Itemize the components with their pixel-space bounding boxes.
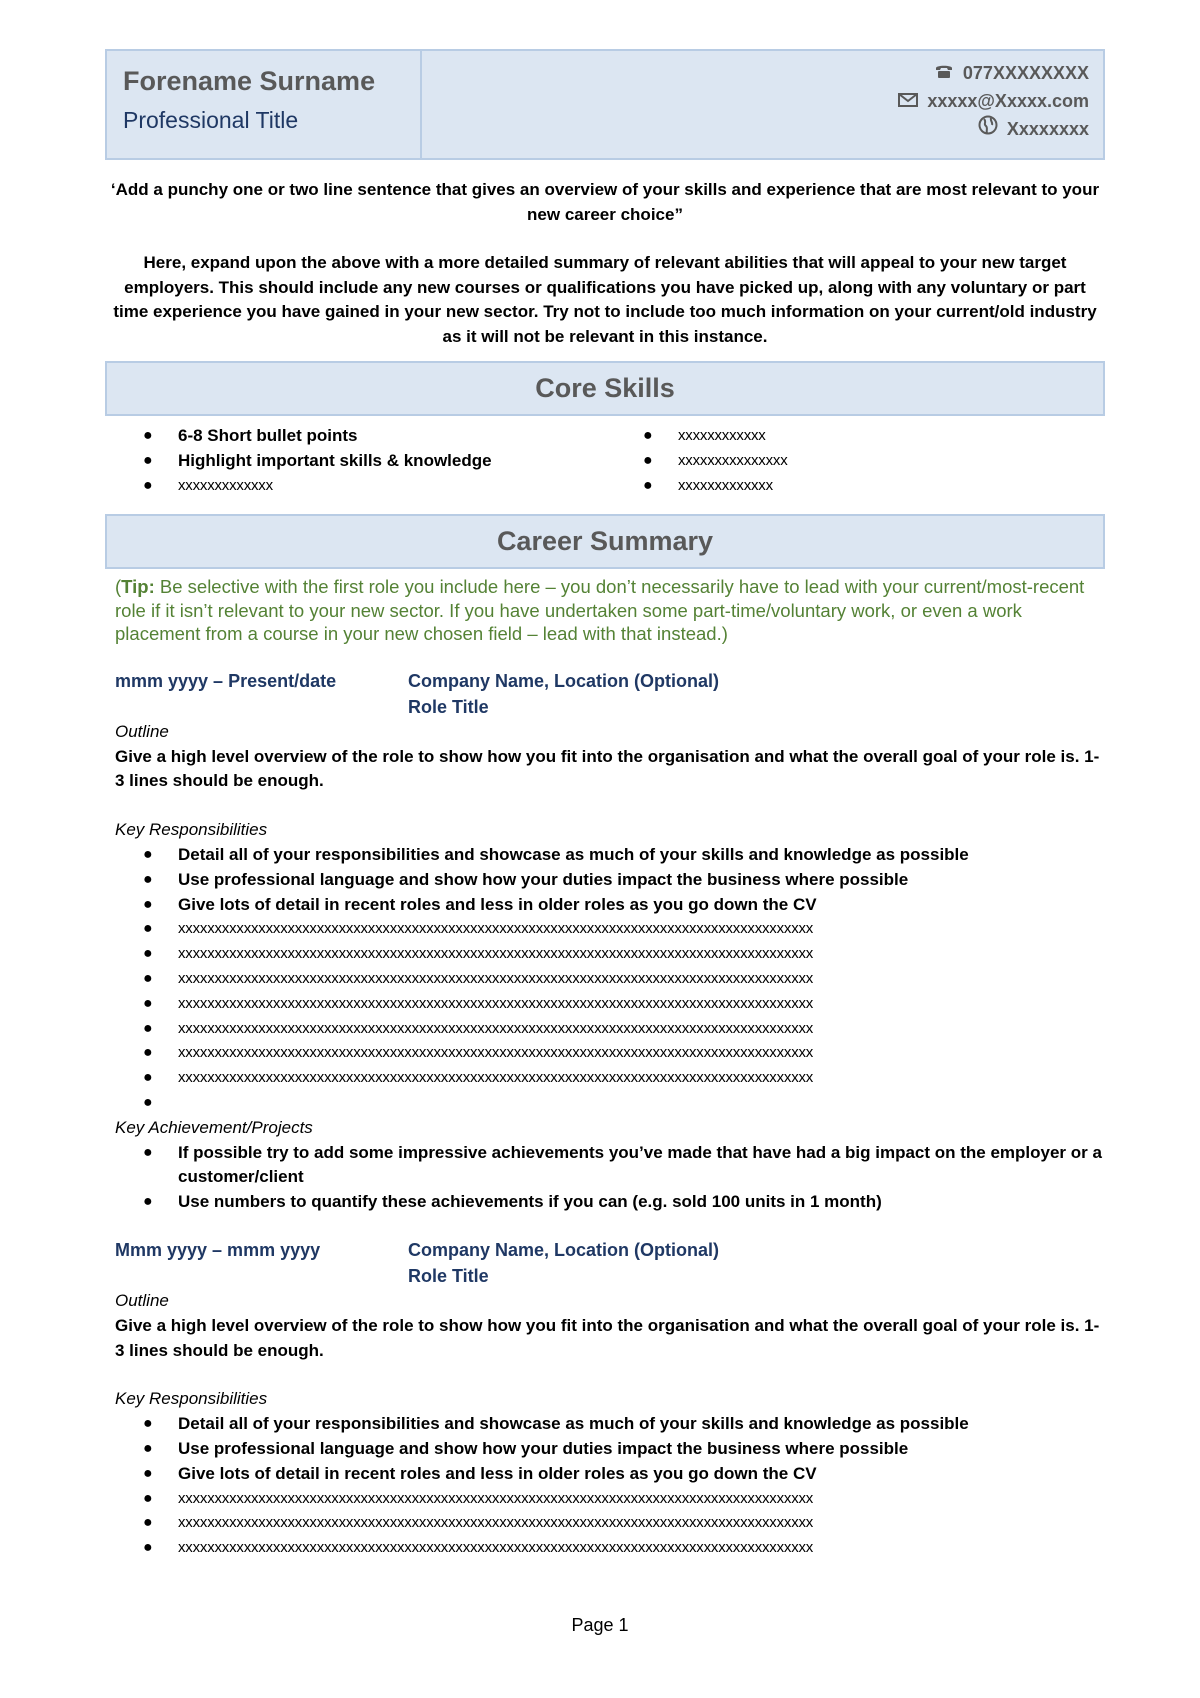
list-item: ● xxxxxxxxxxxx [643, 427, 766, 444]
core-skills-heading: Core Skills [105, 361, 1105, 416]
candidate-name: Forename Surname [123, 66, 376, 96]
list-item: ● xxxxxxxxxxxxxxxxxxxxxxxxxxxxxxxxxxxxxxxxxxxxxxxxxxxxxxxxxxxxxxxxxxxxxxxxxxxxxxxxxxxxxxx [143, 1069, 814, 1087]
contact-email [422, 87, 1089, 115]
tip-note: (Tip: Be selective with the first role you include here – you don’t necessarily have to lead with your current/most-recent role if it isn’t relevant to your new sector. If you have undertaken some part-time/voluntary work, or even a work placement from a course in your new chosen field – lead with that instead.) [115, 576, 1085, 645]
email-address: xxxxx@Xxxxx.com [927, 91, 1089, 111]
globe-icon [975, 115, 1001, 143]
list-item: ● xxxxxxxxxxxxxxxxxxxxxxxxxxxxxxxxxxxxxxxxxxxxxxxxxxxxxxxxxxxxxxxxxxxxxxxxxxxxxxxxxxxxxxx [143, 1044, 814, 1062]
professional-title: Professional Title [123, 107, 299, 133]
phone-number: 077XXXXXXXX [962, 63, 1089, 83]
responsibilities-label: Key Responsibilities [115, 820, 268, 840]
skills-right-column [605, 424, 1105, 498]
intro-tagline: ‘Add a punchy one or two line sentence that gives an overview of your skills and experience that are most relevant to your new career choice” [110, 180, 1100, 224]
outline-label: Outline [115, 1291, 169, 1311]
role-dates: Mmm yyyy – mmm yyyy [115, 1240, 321, 1261]
list-item: ● xxxxxxxxxxxxxxxxxxxxxxxxxxxxxxxxxxxxxxxxxxxxxxxxxxxxxxxxxxxxxxxxxxxxxxxxxxxxxxxxxxxxxxx [143, 1514, 814, 1532]
core-skills-list [105, 424, 1105, 498]
web-address: Xxxxxxxx [1006, 119, 1089, 139]
page-number: Page 1 [571, 1615, 629, 1635]
list-item: ● Use professional language and show how your duties impact the business where possible [143, 1439, 909, 1459]
achievements-label: Key Achievement/Projects [115, 1117, 313, 1137]
list-item: ● Detail all of your responsibilities and showcase as much of your skills and knowledge as possible [143, 1414, 969, 1434]
phone-icon [931, 59, 957, 87]
list-item: ● Detail all of your responsibilities and showcase as much of your skills and knowledge as possible [143, 845, 969, 865]
list-item: ● xxxxxxxxxxxxxxxxxxxxxxxxxxxxxxxxxxxxxxxxxxxxxxxxxxxxxxxxxxxxxxxxxxxxxxxxxxxxxxxxxxxxxxx [143, 994, 814, 1012]
list-item: ● xxxxxxxxxxxxxxxxxxxxxxxxxxxxxxxxxxxxxxxxxxxxxxxxxxxxxxxxxxxxxxxxxxxxxxxxxxxxxxxxxxxxxxx [143, 1019, 814, 1037]
responsibilities-list [105, 1412, 1105, 1561]
responsibilities-label: Key Responsibilities [115, 1389, 268, 1409]
contact-block [422, 51, 1103, 158]
cv-page [105, 49, 1105, 1561]
list-item: ● Highlight important skills & knowledge [143, 450, 492, 470]
list-item: ● Use professional language and show how your duties impact the business where possible [143, 869, 909, 889]
role-company: Company Name, Location (Optional) [408, 670, 720, 691]
role-title: Role Title [408, 696, 489, 717]
list-item: ● [143, 1094, 153, 1112]
role-company: Company Name, Location (Optional) [408, 1240, 720, 1261]
career-summary-heading: Career Summary [105, 514, 1105, 569]
list-item: ● Use numbers to quantify these achievements if you can (e.g. sold 100 units in 1 month) [143, 1192, 882, 1212]
role-title: Role Title [408, 1266, 489, 1287]
tip-label: Tip: [121, 576, 155, 598]
list-item: ● xxxxxxxxxxxxxxxxxxxxxxxxxxxxxxxxxxxxxxxxxxxxxxxxxxxxxxxxxxxxxxxxxxxxxxxxxxxxxxxxxxxxxxx [143, 970, 814, 988]
list-item: ● xxxxxxxxxxxxxxx [643, 451, 788, 469]
outline-label: Outline [115, 721, 169, 741]
outline-text: Give a high level overview of the role to show how you fit into the organisation and what the overall goal of your role is. 1-3 lines should be enough. [115, 746, 1100, 791]
list-item: ● xxxxxxxxxxxxxxxxxxxxxxxxxxxxxxxxxxxxxxxxxxxxxxxxxxxxxxxxxxxxxxxxxxxxxxxxxxxxxxxxxxxxxxx [143, 945, 814, 963]
role-header [105, 1237, 1105, 1289]
contact-phone [422, 59, 1089, 87]
list-item: ● Give lots of detail in recent roles and less in older roles as you go down the CV [143, 1463, 817, 1483]
list-item: ● If possible try to add some impressive achievements you’ve made that have had a big impact on the employer or a customer/client [143, 1142, 1102, 1187]
contact-web [422, 115, 1089, 143]
name-block [107, 51, 422, 158]
list-item: ● xxxxxxxxxxxxx [143, 476, 273, 494]
envelope-icon [895, 87, 921, 115]
list-item: ● xxxxxxxxxxxxx [643, 476, 773, 494]
list-item: ● 6-8 Short bullet points [143, 426, 358, 445]
responsibilities-list [105, 843, 1105, 1116]
intro-summary: Here, expand upon the above with a more detailed summary of relevant abilities that will appeal to your new target employers. This should include any new courses or qualifications you have picked up, along with any voluntary or part time experience you have gained in your new sector. Try not to include too much information on your current/old industry as it will not be relevant in this instance. [113, 253, 1097, 346]
list-item: ● xxxxxxxxxxxxxxxxxxxxxxxxxxxxxxxxxxxxxxxxxxxxxxxxxxxxxxxxxxxxxxxxxxxxxxxxxxxxxxxxxxxxxxx [143, 920, 814, 938]
list-item: ● Give lots of detail in recent roles and less in older roles as you go down the CV [143, 894, 817, 914]
outline-text: Give a high level overview of the role to show how you fit into the organisation and what the overall goal of your role is. 1-3 lines should be enough. [115, 1315, 1100, 1360]
cv-header [105, 49, 1105, 160]
list-item: ● xxxxxxxxxxxxxxxxxxxxxxxxxxxxxxxxxxxxxxxxxxxxxxxxxxxxxxxxxxxxxxxxxxxxxxxxxxxxxxxxxxxxxxx [143, 1489, 814, 1507]
role-dates: mmm yyyy – Present/date [115, 670, 337, 691]
skills-left-column [105, 424, 605, 498]
achievements-list [105, 1141, 1105, 1215]
list-item: ● xxxxxxxxxxxxxxxxxxxxxxxxxxxxxxxxxxxxxxxxxxxxxxxxxxxxxxxxxxxxxxxxxxxxxxxxxxxxxxxxxxxxxxx [143, 1539, 814, 1557]
role-header [105, 668, 1105, 720]
tip-text: Be selective with the first role you include here – you don’t necessarily have to lead with your current/most-recent role if it isn’t relevant to your new sector. If you have undertaken some part-time/voluntary work, or even a work placement from a course in your new chosen field – lead with that instead.) [115, 576, 1085, 645]
